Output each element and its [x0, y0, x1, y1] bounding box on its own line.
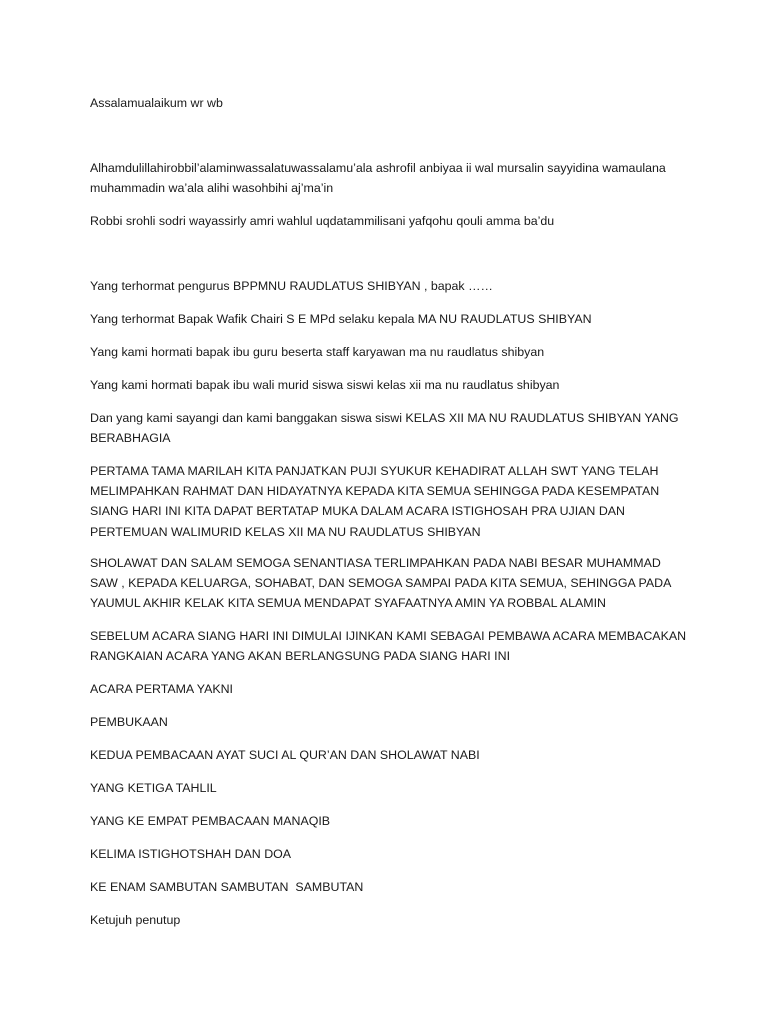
agenda-item: YANG KE EMPAT PEMBACAAN MANAQIB	[90, 814, 331, 828]
address-teachers-line: Yang kami hormati bapak ibu guru beserta staff karyawan ma nu raudlatus shibyan	[90, 345, 545, 359]
agenda-item: KEDUA PEMBACAAN AYAT SUCI AL QUR’AN DAN SHOLAWAT NABI	[90, 748, 480, 762]
agenda-item: PEMBUKAAN	[90, 715, 168, 729]
agenda-item: ACARA PERTAMA YAKNI	[90, 682, 233, 696]
agenda-item: YANG KETIGA TAHLIL	[90, 781, 217, 795]
agenda-item: Ketujuh penutup	[90, 913, 181, 927]
address-board-line: Yang terhormat pengurus BPPMNU RAUDLATUS SHIBYAN , bapak ……	[90, 279, 493, 293]
address-parents-line: Yang kami hormati bapak ibu wali murid siswa siswi kelas xii ma nu raudlatus shibyan	[90, 378, 560, 392]
opening-prayer-paragraph: Robbi srohli sodri wayassirly amri wahlul uqdatammilisani yafqohu qouli amma ba’du	[90, 214, 555, 228]
agenda-item: KE ENAM SAMBUTAN SAMBUTAN SAMBUTAN	[90, 880, 364, 894]
gratitude-paragraph: PERTAMA TAMA MARILAH KITA PANJATKAN PUJI SYUKUR KEHADIRAT ALLAH SWT YANG TELAH MELIMPAHKAN RAHMAT DAN HIDAYATNYA KEPADA KITA SEMUA SEHINGGA PADA KESEMPATAN SIANG HARI INI KITA DAPAT BERTATAP MUKA DALAM ACARA ISTIGHOSAH PRA UJIAN DAN PERTEMUAN WALIMURID KELAS XII MA NU RAUDLATUS SHIBYAN	[90, 464, 663, 539]
greeting-line: Assalamualaikum wr wb	[90, 96, 223, 110]
salawat-paragraph: SHOLAWAT DAN SALAM SEMOGA SENANTIASA TERLIMPAHKAN PADA NABI BESAR MUHAMMAD SAW , KEPADA KELUARGA, SOHABAT, DAN SEMOGA SAMPAI PADA KITA SEMUA, SEHINGGA PADA YAUMUL AKHIR KELAK KITA SEMUA MENDAPAT SYAFAATNYA AMIN YA ROBBAL ALAMIN	[90, 556, 674, 611]
agenda-item: KELIMA ISTIGHOTSHAH DAN DOA	[90, 847, 292, 861]
address-headmaster-line: Yang terhormat Bapak Wafik Chairi S E MPd selaku kepala MA NU RAUDLATUS SHIBYAN	[90, 312, 592, 326]
agenda-intro-paragraph: SEBELUM ACARA SIANG HARI INI DIMULAI IJINKAN KAMI SEBAGAI PEMBAWA ACARA MEMBACAKAN RANGKAIAN ACARA YANG AKAN BERLANGSUNG PADA SIANG HARI INI	[90, 629, 690, 664]
opening-praise-paragraph: Alhamdulillahirobbil’alaminwassalatuwassalamu’ala ashrofil anbiyaa ii wal mursalin sayyidina wamaulana muhammadin wa’ala alihi wasohbihi aj’ma’in	[90, 161, 670, 196]
address-students-paragraph: Dan yang kami sayangi dan kami banggakan siswa siswi KELAS XII MA NU RAUDLATUS SHIBYAN YANG BERABHAGIA	[90, 411, 683, 446]
